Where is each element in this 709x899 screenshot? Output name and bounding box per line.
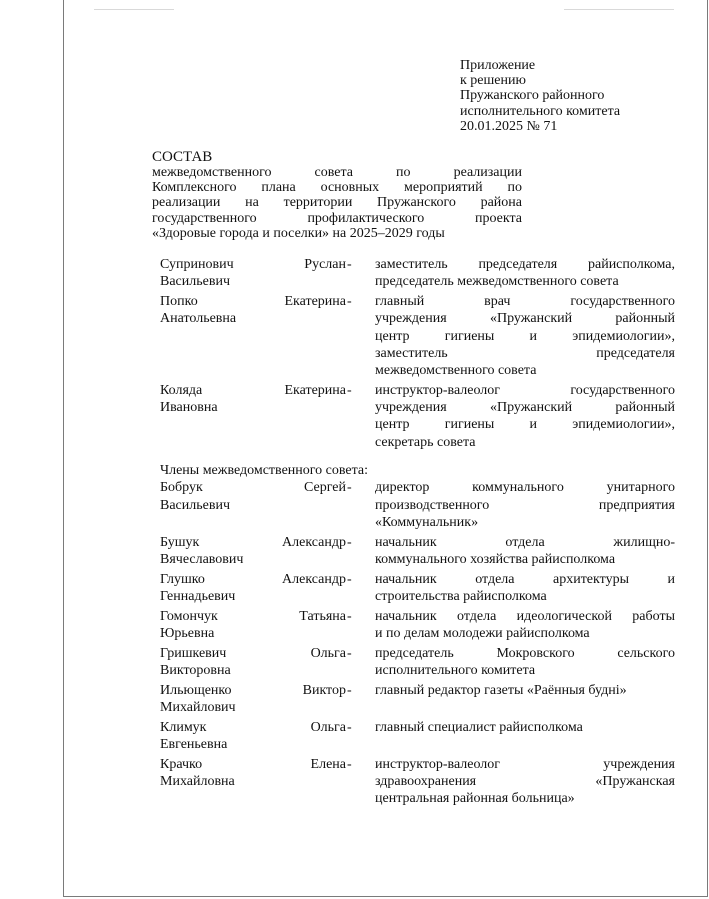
person-name	[160, 256, 346, 291]
position-description	[375, 756, 675, 808]
person-name	[160, 479, 346, 531]
position-line: исполнительного комитета	[375, 662, 536, 678]
position-line: главный редактор газеты «Раённыя будні»	[375, 682, 627, 698]
position-line: начальник отдела архитектуры и	[375, 571, 675, 587]
council-roster	[160, 256, 675, 810]
surname: Климук	[160, 719, 207, 735]
patronymic: Викторовна	[160, 662, 231, 678]
position-line: директор коммунального унитарного	[375, 480, 675, 496]
roster-entry	[160, 479, 675, 531]
scan-artifact	[564, 9, 674, 10]
title-line: реализации на территории Пружанского района	[152, 195, 522, 211]
scan-artifact	[94, 9, 174, 10]
person-name	[160, 645, 346, 680]
position-line: учреждения «Пружанский районный	[375, 311, 675, 327]
person-name	[160, 293, 346, 379]
patronymic: Васильевич	[160, 274, 230, 290]
position-line: главный врач государственного	[375, 293, 675, 309]
position-line: инструктор-валеолог учреждения	[375, 756, 675, 772]
document-title	[152, 149, 522, 241]
surname: Гомончук	[160, 608, 218, 624]
dash-separator: -	[347, 571, 352, 587]
roster-entry	[160, 256, 675, 291]
person-name	[160, 534, 346, 569]
patronymic: Михайлович	[160, 699, 236, 715]
roster-entry	[160, 571, 675, 606]
person-name	[160, 756, 346, 808]
position-description	[375, 608, 675, 643]
first-name: Виктор	[302, 682, 346, 698]
position-description	[375, 293, 675, 379]
dash-separator: -	[347, 257, 352, 272]
first-name: Руслан	[304, 257, 346, 272]
appendix-line: к решению	[460, 73, 526, 89]
patronymic: Евгеньевна	[160, 736, 228, 752]
first-name: Елена	[310, 756, 346, 772]
position-line: заместитель председателя	[375, 345, 675, 361]
roster-entry	[160, 382, 675, 451]
position-line: коммунального хозяйства райисполкома	[375, 551, 616, 567]
surname: Попко	[160, 293, 198, 309]
position-line: центр гигиены и эпидемиологии»,	[375, 328, 675, 344]
position-line: «Коммунальник»	[375, 514, 479, 530]
surname: Бобрук	[160, 480, 203, 496]
position-line: центр гигиены и эпидемиологии»,	[375, 417, 675, 433]
position-description	[375, 719, 675, 754]
position-description	[375, 645, 675, 680]
person-name	[160, 571, 346, 606]
position-line: учреждения «Пружанский районный	[375, 400, 675, 416]
dash-separator: -	[347, 682, 352, 698]
dash-separator: -	[347, 480, 352, 496]
title-line: государственного профилактического проекта	[152, 210, 522, 226]
position-line: начальник отдела идеологической работы	[375, 608, 675, 624]
position-description	[375, 479, 675, 531]
members-section-label: Члены межведомственного совета:	[160, 463, 369, 479]
position-line: начальник отдела жилищно-	[375, 534, 675, 550]
first-name: Ольга	[310, 719, 346, 735]
position-line: производственного предприятия	[375, 497, 675, 513]
first-name: Татьяна	[299, 608, 346, 624]
person-name	[160, 608, 346, 643]
position-line: здравоохранения «Пружанская	[375, 773, 675, 789]
patronymic: Юрьевна	[160, 625, 215, 641]
dash-separator: -	[347, 293, 352, 309]
position-description	[375, 571, 675, 606]
surname: Гришкевич	[160, 645, 227, 661]
surname: Супринович	[160, 257, 234, 272]
appendix-line: исполнительного комитета	[460, 103, 621, 119]
roster-entry	[160, 645, 675, 680]
first-name: Сергей	[304, 480, 346, 496]
surname: Коляда	[160, 382, 203, 398]
roster-entry	[160, 608, 675, 643]
position-description	[375, 382, 675, 451]
title-line: Комплексного плана основных мероприятий по	[152, 180, 522, 196]
dash-separator: -	[347, 534, 352, 550]
roster-entry	[160, 534, 675, 569]
first-name: Екатерина	[284, 382, 346, 398]
appendix-block	[460, 58, 700, 134]
appendix-line: Приложение	[460, 58, 536, 73]
first-name: Александр	[282, 534, 346, 550]
roster-entry	[160, 682, 675, 717]
title-line: «Здоровые города и поселки» на 2025–2029 годы	[152, 225, 445, 241]
patronymic: Михайловна	[160, 773, 235, 789]
position-line: председатель Мокровского сельского	[375, 645, 675, 661]
position-line: инструктор-валеолог государственного	[375, 382, 675, 398]
dash-separator: -	[347, 382, 352, 398]
position-description	[375, 256, 675, 291]
position-line: межведомственного совета	[375, 363, 537, 379]
dash-separator: -	[347, 645, 352, 661]
patronymic: Вячеславович	[160, 551, 244, 567]
appendix-date-number: 20.01.2025 № 71	[460, 118, 558, 134]
surname: Глушко	[160, 571, 205, 587]
patronymic: Васильевич	[160, 497, 230, 513]
dash-separator: -	[347, 608, 352, 624]
position-line: председатель межведомственного совета	[375, 274, 619, 290]
person-name	[160, 719, 346, 754]
position-line: строительства райисполкома	[375, 588, 547, 604]
position-line: секретарь совета	[375, 434, 476, 450]
dash-separator: -	[347, 756, 352, 772]
dash-separator: -	[347, 719, 352, 735]
position-description	[375, 534, 675, 569]
roster-entry	[160, 293, 675, 379]
patronymic: Анатольевна	[160, 311, 237, 327]
position-line: главный специалист райисполкома	[375, 719, 583, 735]
roster-entry	[160, 756, 675, 808]
position-line: и по делам молодежи райисполкома	[375, 625, 590, 641]
person-name	[160, 382, 346, 451]
first-name: Александр	[282, 571, 346, 587]
position-line: заместитель председателя райисполкома,	[375, 257, 675, 272]
roster-entry	[160, 719, 675, 754]
surname: Крачко	[160, 756, 203, 772]
appendix-line: Пружанского районного	[460, 88, 605, 104]
first-name: Ольга	[310, 645, 346, 661]
title-heading: СОСТАВ	[152, 149, 213, 165]
patronymic: Ивановна	[160, 400, 218, 416]
person-name	[160, 682, 346, 717]
position-description	[375, 682, 675, 717]
first-name: Екатерина	[284, 293, 346, 309]
surname: Бушук	[160, 534, 200, 550]
patronymic: Геннадьевич	[160, 588, 236, 604]
title-line: межведомственного совета по реализации	[152, 165, 522, 180]
surname: Ильющенко	[160, 682, 232, 698]
position-line: центральная районная больница»	[375, 791, 575, 807]
